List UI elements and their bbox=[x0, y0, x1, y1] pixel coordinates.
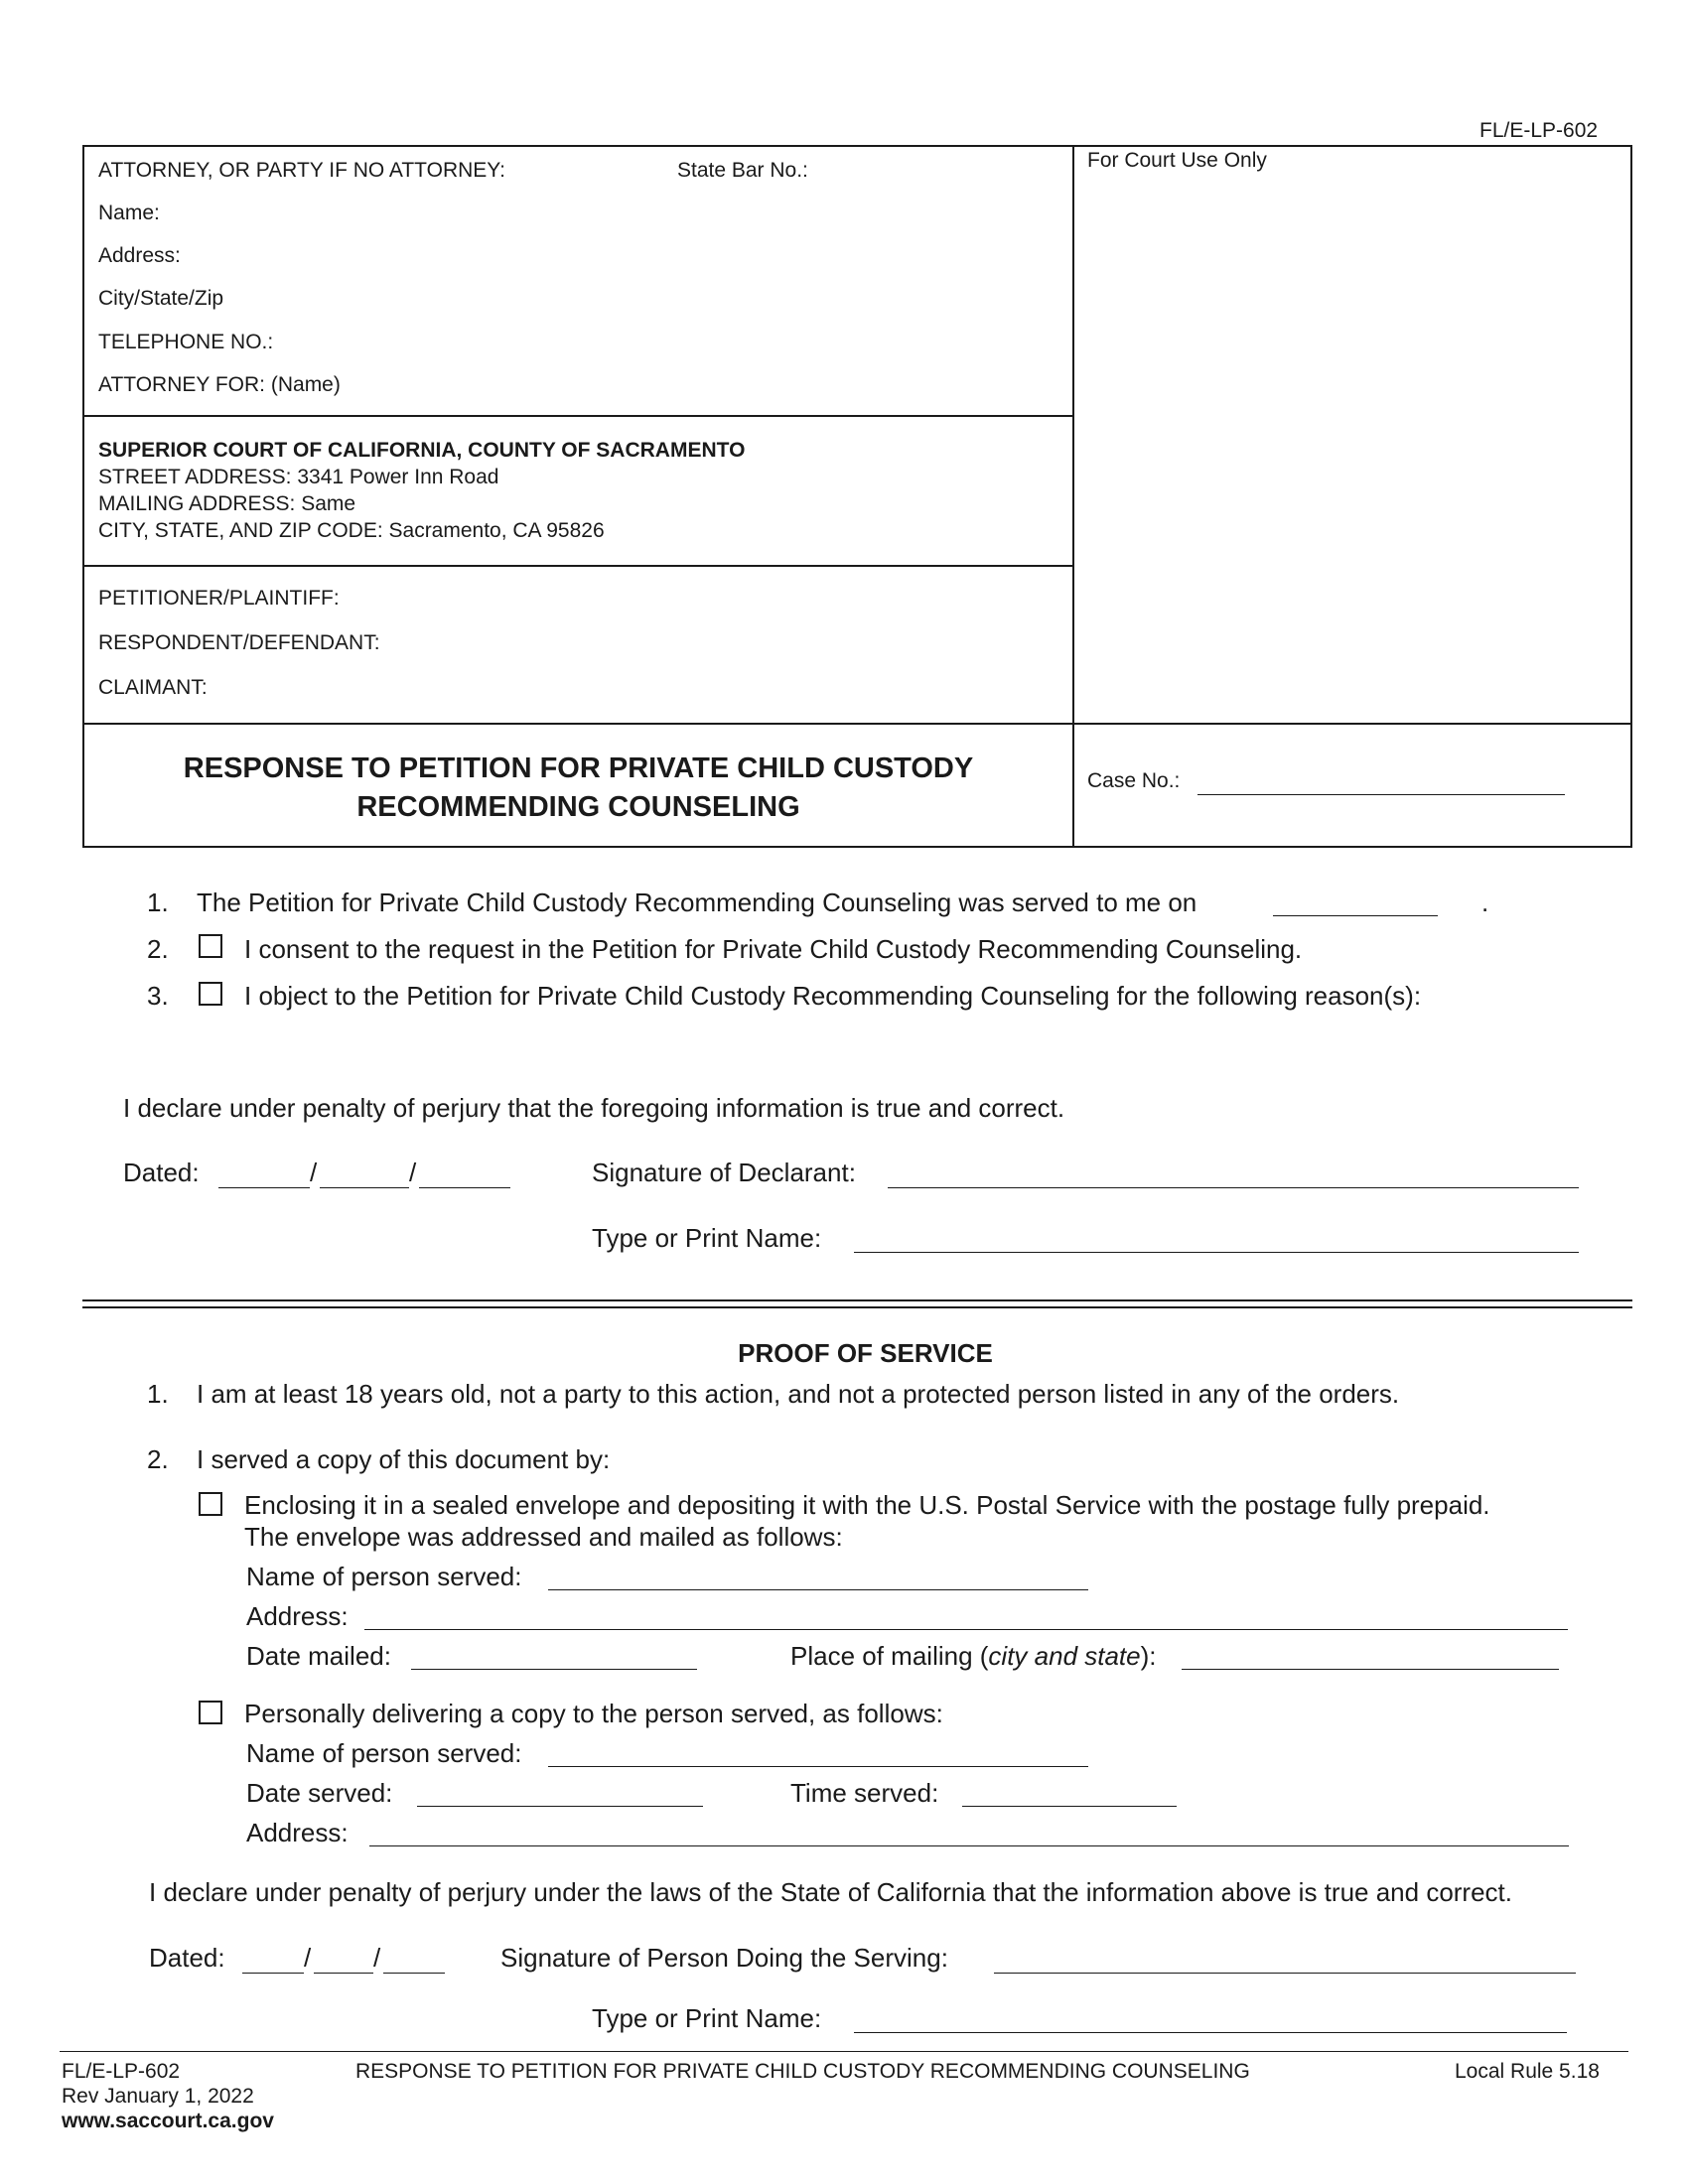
declarant-print-name-label: Type or Print Name: bbox=[592, 1223, 822, 1253]
mail-name-field[interactable] bbox=[548, 1589, 1088, 1590]
place-of-mailing-suffix: ): bbox=[1140, 1641, 1157, 1671]
court-name: SUPERIOR COURT OF CALIFORNIA, COUNTY OF SACRAMENTO bbox=[98, 439, 746, 462]
consent-text: I consent to the request in the Petition for Private Child Custody Recommending Counseling. bbox=[244, 934, 1303, 964]
server-print-name-field[interactable] bbox=[854, 2032, 1567, 2033]
court-mailing: MAILING ADDRESS: Same bbox=[98, 492, 356, 515]
mail-checkbox[interactable] bbox=[199, 1492, 222, 1516]
case-number-label: Case No.: bbox=[1087, 769, 1181, 792]
response-date-slash2: / bbox=[409, 1158, 417, 1187]
footer-form-code: FL/E-LP-602 bbox=[62, 2060, 181, 2083]
claimant-label[interactable]: CLAIMANT: bbox=[98, 676, 208, 699]
personal-address-label: Address: bbox=[246, 1818, 349, 1847]
proof-item2-text: I served a copy of this document by: bbox=[197, 1444, 611, 1474]
served-date-field[interactable] bbox=[1273, 915, 1438, 916]
response-item1-end: . bbox=[1481, 887, 1489, 917]
object-checkbox[interactable] bbox=[199, 982, 222, 1006]
proof-date-slash1: / bbox=[304, 1943, 312, 1973]
footer-website[interactable]: www.saccourt.ca.gov bbox=[62, 2110, 274, 2132]
declarant-print-name-field[interactable] bbox=[854, 1252, 1579, 1253]
attorney-heading: ATTORNEY, OR PARTY IF NO ATTORNEY: bbox=[98, 159, 505, 182]
personal-name-label: Name of person served: bbox=[246, 1738, 522, 1768]
footer-revision: Rev January 1, 2022 bbox=[62, 2085, 254, 2108]
response-date-day[interactable] bbox=[320, 1187, 409, 1188]
court-use-label: For Court Use Only bbox=[1087, 149, 1267, 172]
mail-option-text: Enclosing it in a sealed envelope and depositing it with the U.S. Postal Service with the postage fully prepaid. bbox=[244, 1490, 1490, 1520]
date-served-label: Date served: bbox=[246, 1778, 393, 1808]
footer-rule bbox=[60, 2051, 1628, 2052]
court-city: CITY, STATE, AND ZIP CODE: Sacramento, CA 95826 bbox=[98, 519, 605, 542]
date-mailed-field[interactable] bbox=[411, 1669, 697, 1670]
personal-delivery-checkbox[interactable] bbox=[199, 1701, 222, 1724]
proof-item1-number: 1. bbox=[147, 1379, 169, 1409]
form-title bbox=[84, 750, 1072, 827]
proof-date-month[interactable] bbox=[242, 1973, 304, 1974]
attorney-name-label[interactable]: Name: bbox=[98, 202, 160, 224]
place-of-mailing-field[interactable] bbox=[1182, 1669, 1559, 1670]
object-text: I object to the Petition for Private Child Custody Recommending Counseling for the following reason(s): bbox=[244, 981, 1422, 1011]
response-declaration: I declare under penalty of perjury that the foregoing information is true and correct. bbox=[123, 1093, 1065, 1123]
state-bar-label[interactable]: State Bar No.: bbox=[677, 159, 808, 182]
time-served-label: Time served: bbox=[790, 1778, 939, 1808]
form-title-line1: RESPONSE TO PETITION FOR PRIVATE CHILD CUSTODY bbox=[183, 752, 974, 784]
server-print-name-label: Type or Print Name: bbox=[592, 2003, 822, 2033]
attorney-address-label[interactable]: Address: bbox=[98, 244, 181, 267]
place-of-mailing-italic: city and state bbox=[988, 1641, 1141, 1671]
section-separator-top bbox=[82, 1299, 1632, 1301]
attorney-city-label[interactable]: City/State/Zip bbox=[98, 287, 224, 310]
response-item1-text: The Petition for Private Child Custody Recommending Counseling was served to me on bbox=[197, 887, 1197, 917]
court-divider bbox=[82, 565, 1074, 567]
footer-title: RESPONSE TO PETITION FOR PRIVATE CHILD CUSTODY RECOMMENDING COUNSELING bbox=[355, 2060, 1250, 2083]
proof-date-year[interactable] bbox=[383, 1973, 445, 1974]
form-code-top: FL/E-LP-602 bbox=[1479, 119, 1599, 142]
caption-divider bbox=[1072, 145, 1074, 848]
declarant-signature-label: Signature of Declarant: bbox=[592, 1158, 856, 1187]
response-item3-number: 3. bbox=[147, 981, 169, 1011]
proof-date-slash2: / bbox=[373, 1943, 381, 1973]
petitioner-label[interactable]: PETITIONER/PLAINTIFF: bbox=[98, 587, 340, 610]
proof-dated-label: Dated: bbox=[149, 1943, 225, 1973]
response-dated-label: Dated: bbox=[123, 1158, 200, 1187]
section-separator-bottom bbox=[82, 1306, 1632, 1308]
attorney-for-label[interactable]: ATTORNEY FOR: (Name) bbox=[98, 373, 341, 396]
response-date-year[interactable] bbox=[419, 1187, 510, 1188]
proof-of-service-title: PROOF OF SERVICE bbox=[738, 1338, 993, 1368]
personal-option-text: Personally delivering a copy to the person served, as follows: bbox=[244, 1699, 943, 1728]
declarant-signature-field[interactable] bbox=[888, 1187, 1579, 1188]
personal-address-field[interactable] bbox=[369, 1845, 1569, 1846]
response-date-slash1: / bbox=[310, 1158, 318, 1187]
proof-date-day[interactable] bbox=[314, 1973, 373, 1974]
place-of-mailing-prefix: Place of mailing ( bbox=[790, 1641, 989, 1671]
response-item1-number: 1. bbox=[147, 887, 169, 917]
respondent-label[interactable]: RESPONDENT/DEFENDANT: bbox=[98, 631, 380, 654]
mail-address-label: Address: bbox=[246, 1601, 349, 1631]
mail-name-label: Name of person served: bbox=[246, 1562, 522, 1591]
attorney-divider bbox=[82, 415, 1074, 417]
proof-item2-number: 2. bbox=[147, 1444, 169, 1474]
mail-option-text2: The envelope was addressed and mailed as follows: bbox=[244, 1522, 843, 1552]
server-signature-label: Signature of Person Doing the Serving: bbox=[500, 1943, 948, 1973]
response-date-month[interactable] bbox=[218, 1187, 310, 1188]
server-signature-field[interactable] bbox=[994, 1973, 1576, 1974]
title-divider bbox=[82, 723, 1632, 725]
date-mailed-label: Date mailed: bbox=[246, 1641, 391, 1671]
attorney-telephone-label[interactable]: TELEPHONE NO.: bbox=[98, 331, 274, 353]
time-served-field[interactable] bbox=[962, 1806, 1177, 1807]
response-item2-number: 2. bbox=[147, 934, 169, 964]
court-street: STREET ADDRESS: 3341 Power Inn Road bbox=[98, 466, 499, 488]
personal-name-field[interactable] bbox=[548, 1766, 1088, 1767]
proof-item1-text: I am at least 18 years old, not a party to this action, and not a protected person listed in any of the orders. bbox=[197, 1379, 1400, 1409]
case-number-field[interactable] bbox=[1197, 794, 1565, 795]
place-of-mailing-label bbox=[790, 1641, 1157, 1672]
form-title-line2: RECOMMENDING COUNSELING bbox=[356, 791, 800, 823]
footer-local-rule: Local Rule 5.18 bbox=[1455, 2060, 1600, 2083]
proof-declaration: I declare under penalty of perjury under the laws of the State of California that the information above is true and correct. bbox=[149, 1877, 1512, 1907]
consent-checkbox[interactable] bbox=[199, 934, 222, 958]
date-served-field[interactable] bbox=[417, 1806, 703, 1807]
mail-address-field[interactable] bbox=[364, 1629, 1568, 1630]
